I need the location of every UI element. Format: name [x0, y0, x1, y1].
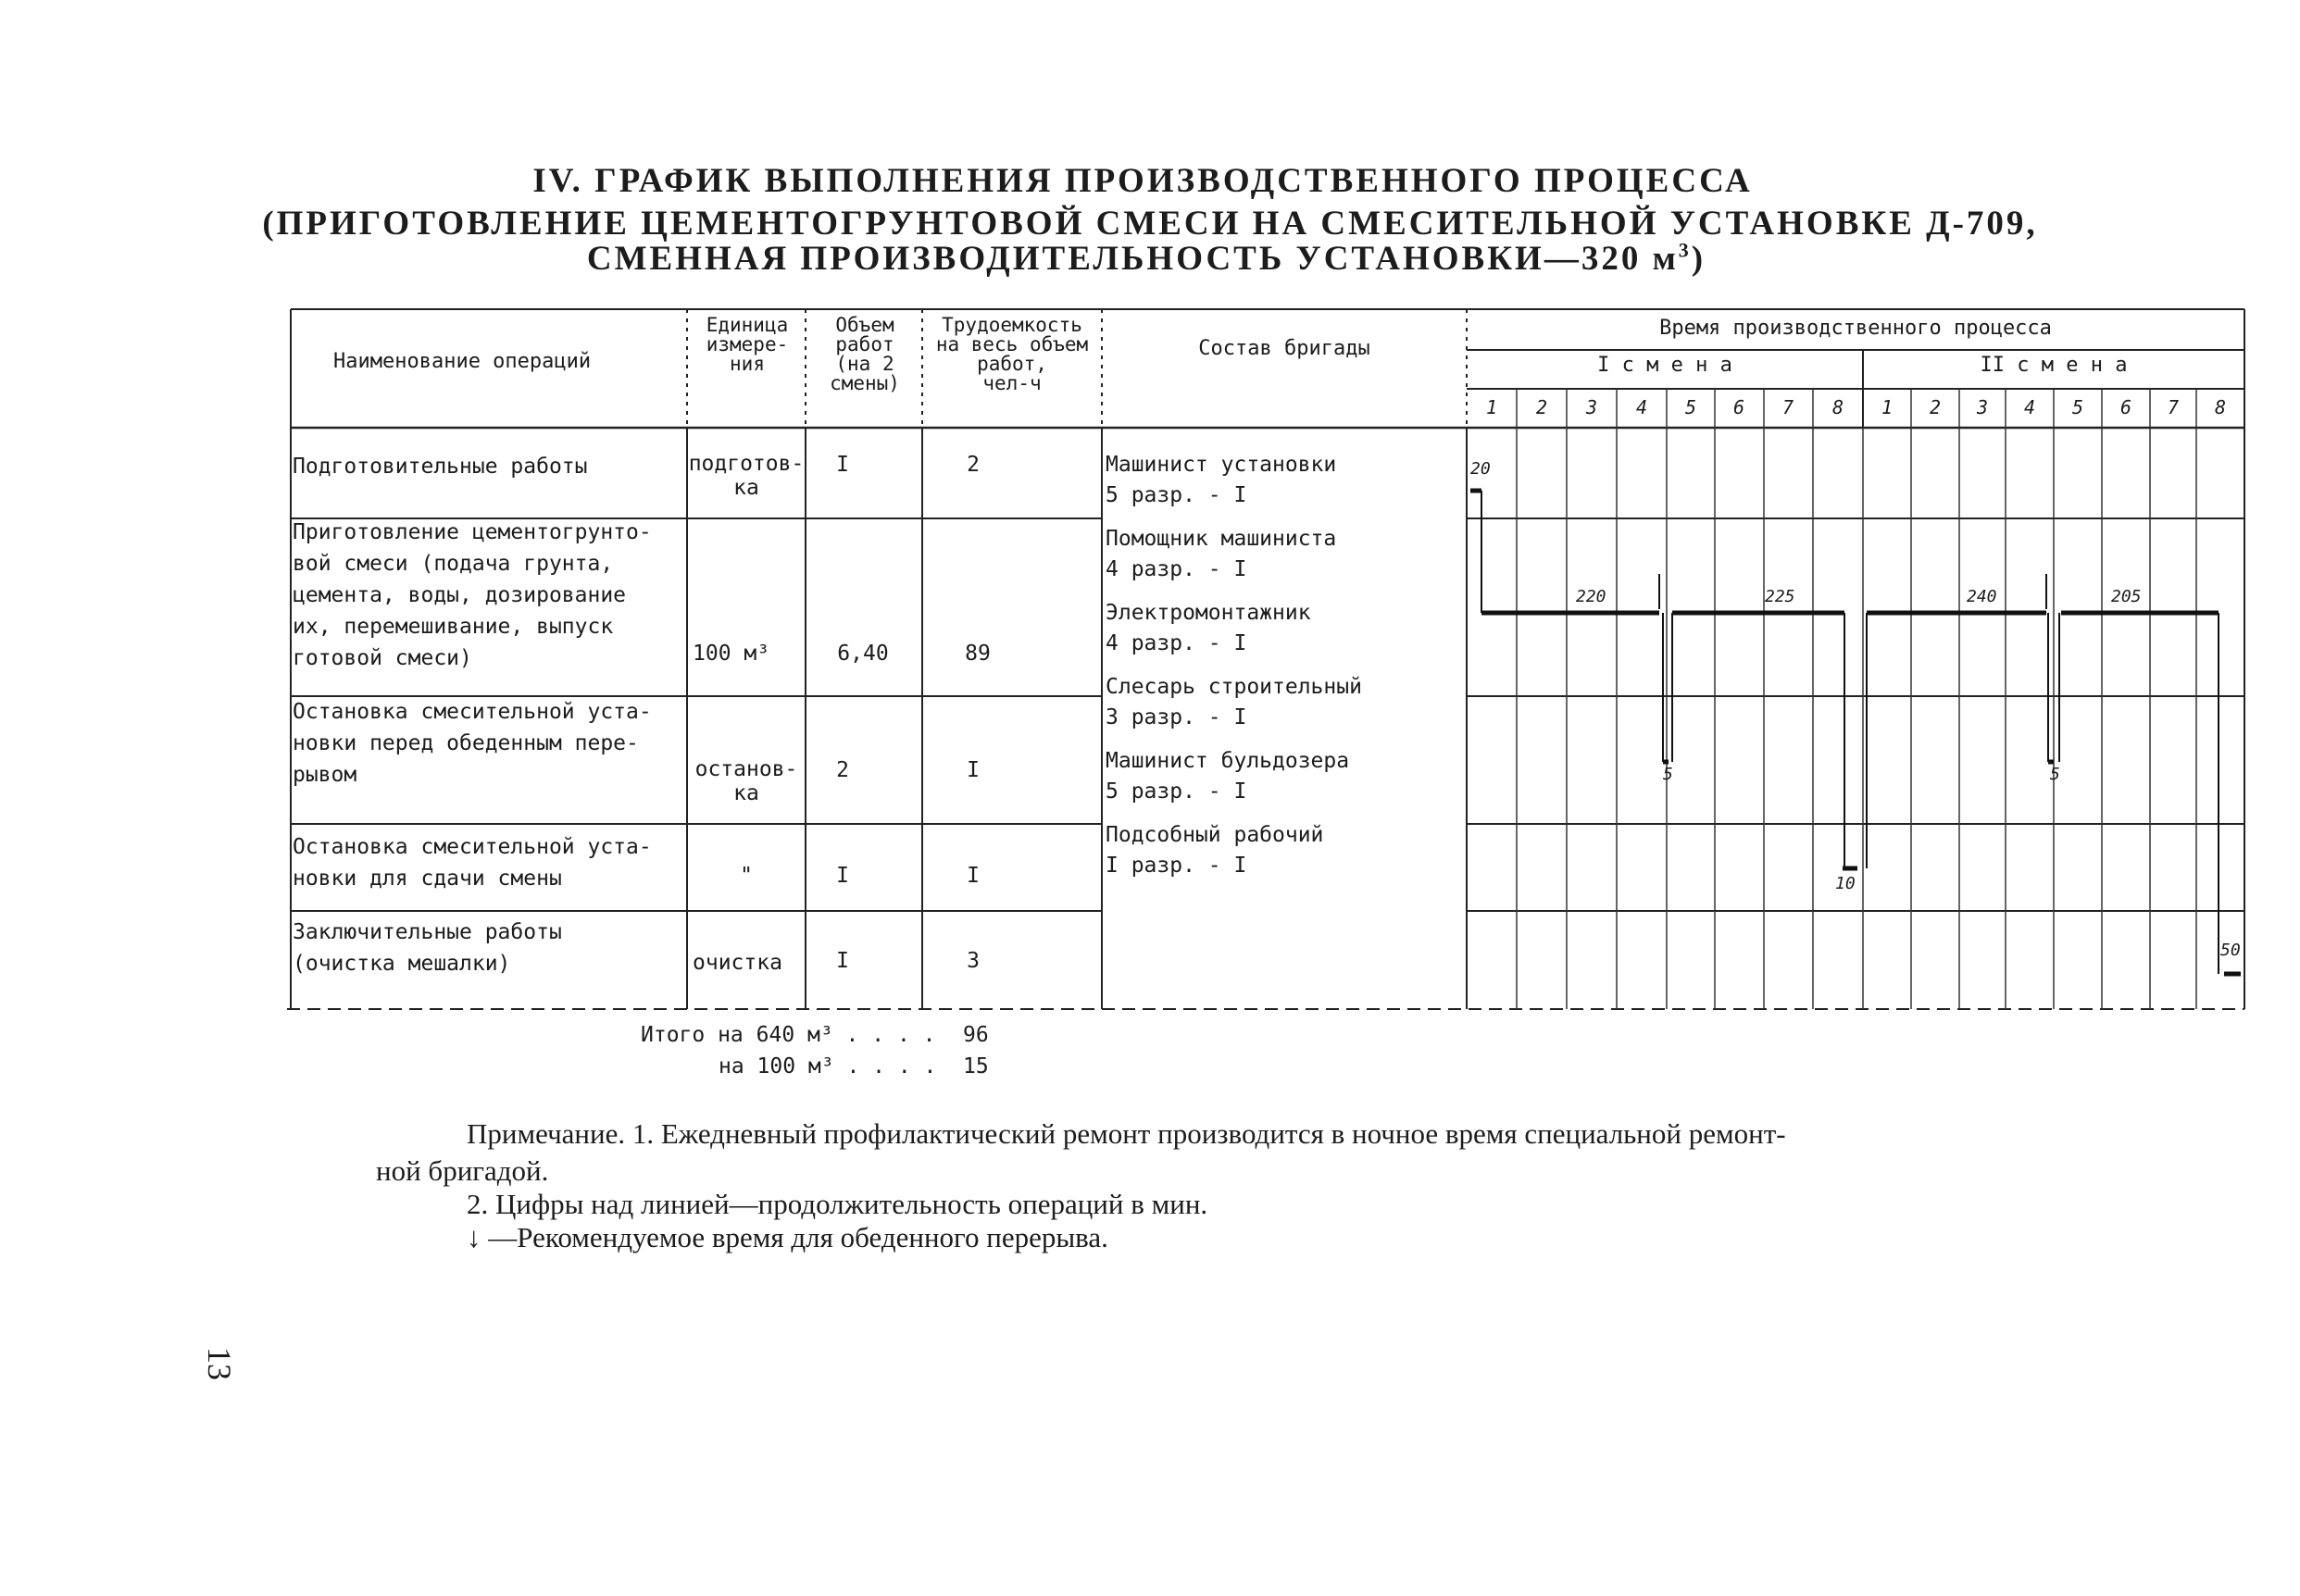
row5-unit: очистка [693, 951, 782, 975]
crew-line: 4 разр. - I [1106, 631, 1247, 655]
header-volume-line: работ [835, 333, 894, 355]
row5-operation-name [293, 916, 562, 979]
row3-name-line: новки перед обеденным пере- [293, 731, 639, 755]
header-volume-line: смены) [830, 372, 900, 394]
crew-line: Подсобный рабочий [1106, 823, 1324, 847]
hour-label: 8 [2214, 396, 2227, 418]
row1-operation-name: Подготовительные работы [293, 455, 588, 479]
page-number: 13 [201, 1347, 238, 1380]
header-shift2: II с м е н а [1980, 354, 2128, 377]
header-shift1: I с м е н а [1597, 354, 1732, 377]
hour-label: 1 [1881, 396, 1894, 418]
row5-labor: 3 [967, 949, 980, 973]
row2-name-line: их, перемешивание, выпуск [293, 615, 614, 639]
crew-spacer [1106, 659, 1362, 672]
totals-line1-value: 96 [963, 1023, 989, 1047]
duration-label: 5 [1663, 765, 1673, 784]
totals-line1-label: Итого на 640 м³ . . . . [641, 1023, 936, 1047]
crew-line: Электромонтажник [1106, 601, 1311, 625]
hour-label: 3 [1585, 396, 1598, 418]
row4-operation-name [293, 831, 652, 894]
crew-line: 3 разр. - I [1106, 705, 1247, 729]
header-volume-line: Объем [835, 314, 894, 336]
row4-labor: I [967, 864, 980, 888]
row3-unit-line: останов- [694, 757, 798, 781]
row3-name-line: рывом [293, 763, 357, 787]
row1-unit-line: ка [733, 476, 759, 500]
crew-line: Машинист бульдозера [1106, 749, 1350, 773]
row4-name-line: Остановка смесительной уста- [293, 835, 652, 859]
title-line3-end: ) [1691, 240, 1706, 278]
hour-label: 7 [2167, 396, 2180, 418]
row2-operation-name [293, 517, 652, 674]
hour-label: 4 [2023, 396, 2036, 418]
row2-labor: 89 [965, 642, 991, 666]
header-labor-line: чел-ч [982, 372, 1042, 394]
title-line3-text: СМЕННАЯ ПРОИЗВОДИТЕЛЬНОСТЬ УСТАНОВКИ—320 м [586, 240, 1679, 278]
row3-labor: I [967, 758, 980, 782]
hour-label: 5 [2071, 396, 2084, 418]
crew-line: I разр. - I [1106, 854, 1247, 878]
row3-name-line: Остановка смесительной уста- [293, 700, 652, 724]
row5-name-line: Заключительные работы [293, 920, 562, 944]
row1-labor: 2 [967, 453, 980, 477]
note-line1: Примечание. 1. Ежедневный профилактический ремонт производится в ночное время специальной ремонт- [467, 1117, 1786, 1150]
hour-label: 5 [1684, 396, 1697, 418]
row2-name-line: готовой смеси) [293, 646, 472, 670]
row1-unit-line: подготов- [688, 452, 805, 476]
row4-unit: " [740, 864, 753, 888]
row1-volume: I [836, 453, 849, 477]
hour-label: 6 [2119, 396, 2132, 418]
note-line3: 2. Цифры над линией—продолжительность операций в мин. [467, 1188, 1208, 1220]
row5-volume: I [836, 949, 849, 973]
crew-spacer [1106, 585, 1362, 598]
crew-line: Слесарь строительный [1106, 675, 1362, 699]
page-title-line1: IV. ГРАФИК ВЫПОЛНЕНИЯ ПРОИЗВОДСТВЕННОГО ПРОЦЕССА [532, 162, 1753, 200]
row3-operation-name [293, 696, 652, 791]
header-unit [689, 316, 806, 374]
crew-line: Помощник машиниста [1106, 527, 1337, 551]
header-labor-line: Трудоемкость [942, 314, 1082, 336]
crew-list [1106, 450, 1362, 881]
header-volume-line: (на 2 [835, 353, 894, 375]
totals-line2-value: 15 [963, 1054, 989, 1079]
duration-label: 225 [1765, 587, 1795, 606]
hour-label: 8 [1831, 396, 1844, 418]
row2-name-line: вой смеси (подача грунта, [293, 552, 614, 576]
duration-label: 205 [2111, 587, 2142, 606]
header-crew: Состав бригады [1198, 337, 1370, 360]
hour-label: 2 [1535, 396, 1548, 418]
row4-name-line: новки для сдачи смены [293, 867, 562, 891]
crew-line: 5 разр. - I [1106, 779, 1247, 804]
header-operation: Наименование операций [333, 350, 592, 373]
row1-unit [687, 452, 806, 500]
hour-label: 7 [1781, 396, 1794, 418]
row2-name-line: Приготовление цементогрунто- [293, 520, 652, 544]
header-unit-line: ния [730, 353, 765, 375]
row2-name-line: цемента, воды, дозирование [293, 583, 627, 607]
page-title-line2: (ПРИГОТОВЛЕНИЕ ЦЕМЕНТОГРУНТОВОЙ СМЕСИ НА СМЕСИТЕЛЬНОЙ УСТАНОВКЕ Д-709, [262, 205, 2038, 243]
header-labor-line: на весь объем [935, 333, 1089, 355]
header-labor [922, 316, 1102, 393]
crew-spacer [1106, 733, 1362, 746]
hour-label: 4 [1635, 396, 1648, 418]
hour-label: 1 [1485, 396, 1498, 418]
row2-unit: 100 м³ [693, 642, 770, 666]
crew-spacer [1106, 511, 1362, 524]
row3-unit-line: ка [733, 781, 759, 805]
row2-volume: 6,40 [837, 642, 889, 666]
row3-volume: 2 [836, 758, 849, 782]
duration-label: 50 [2220, 941, 2241, 960]
duration-label: 10 [1835, 874, 1856, 893]
hour-label: 6 [1732, 396, 1745, 418]
duration-label: 5 [2050, 765, 2060, 784]
note-line4: ↓ —Рекомендуемое время для обеденного перерыва. [467, 1221, 1108, 1253]
row5-name-line: (очистка мешалки) [293, 952, 511, 976]
row4-volume: I [836, 864, 849, 888]
header-volume [807, 316, 922, 393]
header-unit-line: Единица [706, 314, 789, 336]
row3-unit [687, 757, 806, 805]
duration-label: 20 [1470, 459, 1491, 479]
crew-line: 5 разр. - I [1106, 483, 1247, 507]
header-unit-line: измере- [706, 333, 789, 355]
hour-label: 3 [1976, 396, 1989, 418]
crew-line: Машинист установки [1106, 453, 1337, 477]
duration-label: 240 [1967, 587, 1997, 606]
duration-label: 220 [1576, 587, 1606, 606]
totals-line2-label: на 100 м³ . . . . [719, 1054, 937, 1079]
crew-line: 4 разр. - I [1106, 557, 1247, 581]
note-line2: ной бригадой. [376, 1154, 549, 1187]
header-time: Время производственного процесса [1659, 317, 2052, 340]
header-labor-line: работ, [977, 353, 1047, 375]
crew-spacer [1106, 807, 1362, 820]
hour-label: 2 [1929, 396, 1942, 418]
title-line3-superscript: 3 [1678, 238, 1692, 262]
